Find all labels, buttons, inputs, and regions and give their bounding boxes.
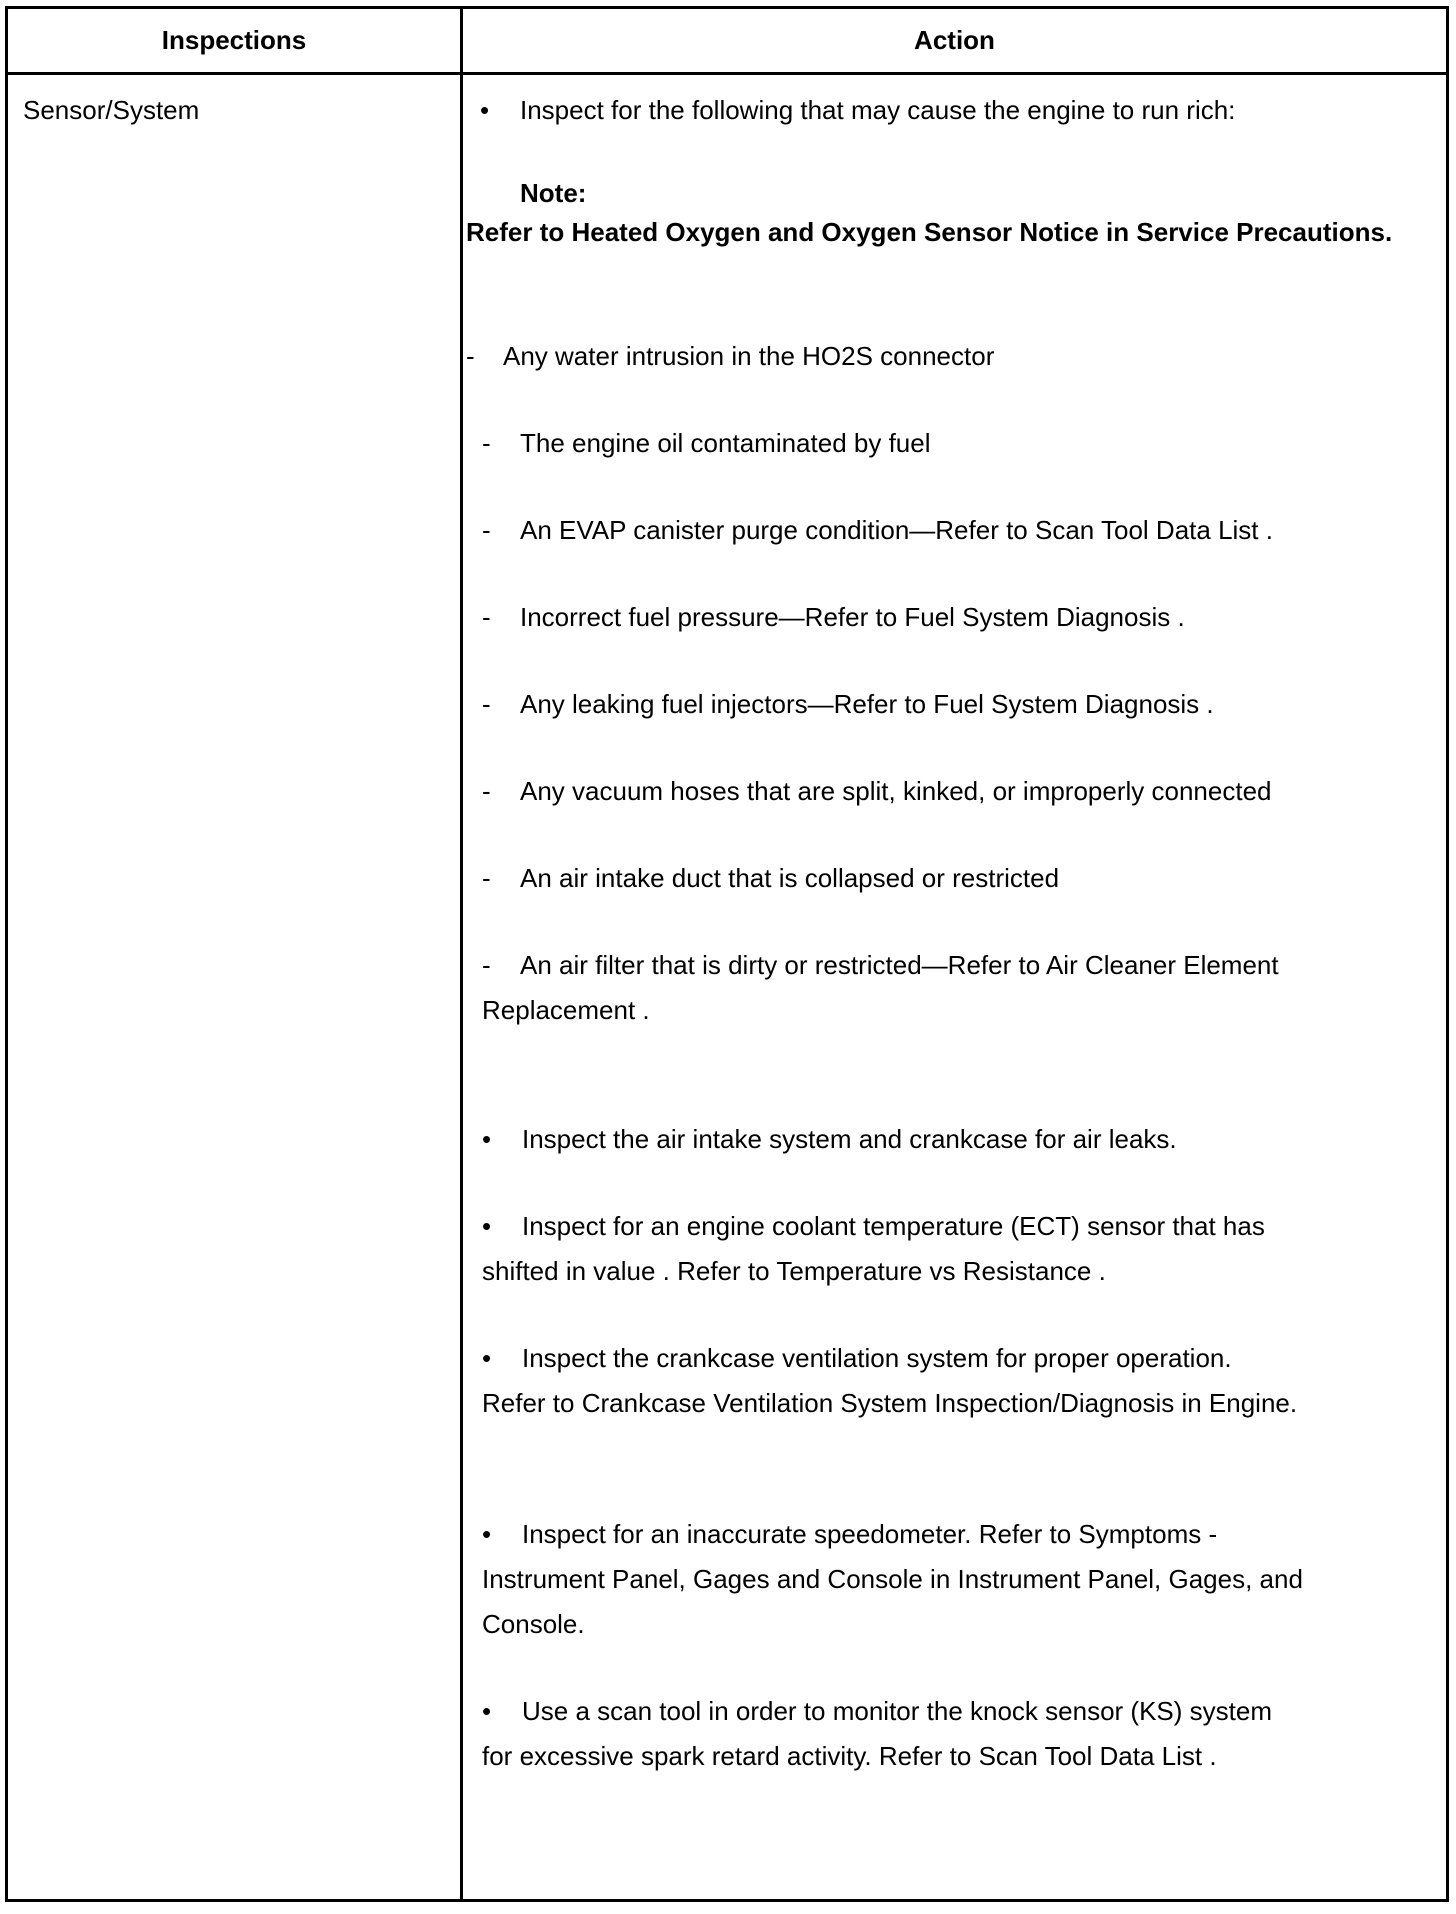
- sub-item-text: Any leaking fuel injectors—Refer to Fuel System Diagnosis .: [520, 689, 1214, 719]
- intro-item: [480, 95, 1235, 126]
- sub-item: [482, 428, 931, 459]
- header-action: Action: [914, 25, 995, 55]
- sub-item-text: Any water intrusion in the HO2S connector: [503, 341, 995, 371]
- step-item: [482, 1519, 1217, 1550]
- step-item: [482, 1124, 1177, 1155]
- sub-item: [482, 602, 1185, 633]
- dash-marker: -: [482, 689, 491, 719]
- bullet-marker: •: [482, 1343, 492, 1373]
- sub-item: [482, 950, 1279, 981]
- sub-item-text: An EVAP canister purge condition—Refer to Scan Tool Data List .: [520, 515, 1273, 545]
- header-divider: [8, 72, 1446, 75]
- sub-item-text: Any vacuum hoses that are split, kinked, or improperly connected: [520, 776, 1272, 806]
- sub-item-text: The engine oil contaminated by fuel: [520, 428, 931, 458]
- sub-item: [482, 689, 1214, 720]
- step-continuation: Instrument Panel, Gages and Console in Instrument Panel, Gages, and: [482, 1564, 1303, 1594]
- step-continuation: Refer to Crankcase Ventilation System Inspection/Diagnosis in Engine.: [482, 1388, 1298, 1418]
- header-inspections: Inspections: [161, 25, 307, 55]
- sub-item: [482, 776, 1272, 807]
- step-text: Inspect for an inaccurate speedometer. Refer to Symptoms -: [522, 1519, 1218, 1549]
- sub-item-continuation: Replacement .: [482, 995, 650, 1025]
- sub-item-text: Incorrect fuel pressure—Refer to Fuel System Diagnosis .: [520, 602, 1185, 632]
- note-text: Refer to Heated Oxygen and Oxygen Sensor Notice in Service Precautions.: [466, 217, 1393, 247]
- bullet-marker: •: [482, 1124, 492, 1154]
- sub-item: [482, 863, 1059, 894]
- step-text: Inspect the air intake system and crankcase for air leaks.: [522, 1124, 1177, 1154]
- bullet-marker: •: [482, 1211, 492, 1241]
- step-continuation: for excessive spark retard activity. Refer to Scan Tool Data List .: [482, 1741, 1217, 1771]
- dash-marker: -: [482, 950, 491, 980]
- dash-marker: -: [482, 428, 491, 458]
- step-text: Use a scan tool in order to monitor the knock sensor (KS) system: [522, 1696, 1272, 1726]
- sub-item: [482, 515, 1273, 546]
- dash-marker: -: [482, 602, 491, 632]
- intro-text: Inspect for the following that may cause the engine to run rich:: [520, 95, 1236, 125]
- bullet-marker: •: [482, 1696, 492, 1726]
- sub-item: [466, 341, 994, 372]
- dash-marker: -: [466, 341, 475, 371]
- step-continuation: shifted in value . Refer to Temperature vs Resistance .: [482, 1256, 1106, 1286]
- note-label: Note:: [520, 178, 587, 208]
- bullet-marker: •: [480, 95, 490, 125]
- inspection-cell: Sensor/System: [23, 95, 200, 125]
- dash-marker: -: [482, 776, 491, 806]
- column-divider: [460, 9, 463, 1899]
- step-text: Inspect the crankcase ventilation system for proper operation.: [522, 1343, 1232, 1373]
- step-item: [482, 1343, 1232, 1374]
- bullet-marker: •: [482, 1519, 492, 1549]
- step-text: Inspect for an engine coolant temperature (ECT) sensor that has: [522, 1211, 1265, 1241]
- dash-marker: -: [482, 515, 491, 545]
- step-continuation: Console.: [482, 1609, 585, 1639]
- sub-item-text: An air intake duct that is collapsed or restricted: [520, 863, 1060, 893]
- step-item: [482, 1696, 1272, 1727]
- dash-marker: -: [482, 863, 491, 893]
- inspection-table: [5, 6, 1449, 1902]
- sub-item-text: An air filter that is dirty or restricted—Refer to Air Cleaner Element: [520, 950, 1279, 980]
- step-item: [482, 1211, 1265, 1242]
